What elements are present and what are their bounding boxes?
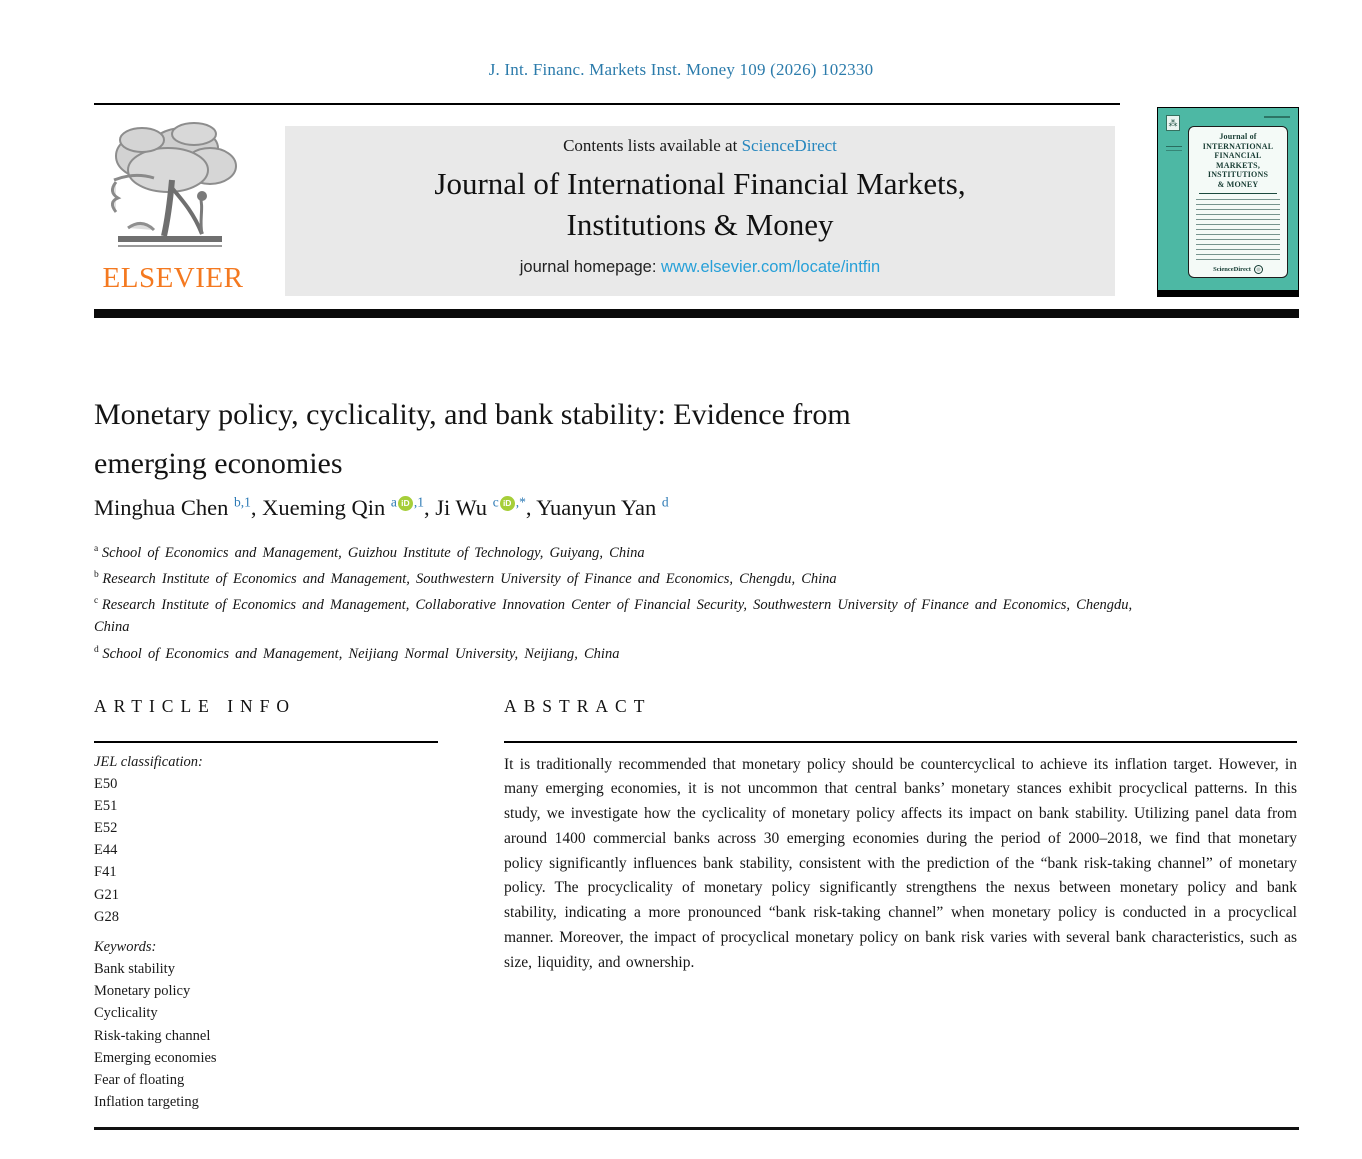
author (94, 495, 262, 520)
homepage-line (285, 258, 1115, 277)
affiliation-label: d (94, 644, 99, 655)
abstract-section (504, 696, 1297, 976)
jel-code: F41 (94, 864, 117, 881)
article-info-section (94, 696, 438, 1113)
cover-article-list (1196, 199, 1280, 263)
cover-sciencedirect-label: ScienceDirect (1213, 266, 1251, 273)
author-name: Yuanyun Yan (536, 494, 657, 520)
author-affiliation-superscript: d (661, 494, 669, 509)
globe-icon (1254, 265, 1263, 274)
keyword: Fear of floating (94, 1071, 185, 1088)
cover-title-line: FINANCIAL (1214, 151, 1262, 160)
author-separator: , (424, 494, 436, 520)
cover-sciencedirect (1193, 265, 1283, 274)
elsevier-wordmark: ELSEVIER (102, 262, 244, 294)
article-info-heading: ARTICLE INFO (94, 696, 297, 716)
jel-code: E44 (94, 842, 118, 859)
affiliation-text: School of Economics and Management, Guizhou Institute of Technology, Guiyang, China (101, 544, 645, 561)
affiliation (94, 639, 1144, 665)
author-name: Ji Wu (435, 494, 488, 520)
affiliation-label: a (94, 544, 99, 554)
keywords-label: Keywords: (94, 938, 157, 955)
author-line (94, 494, 1194, 521)
affiliation (94, 590, 1144, 638)
keyword: Emerging economies (94, 1049, 217, 1066)
cover-elsevier-mini-logo: ⁂ (1166, 115, 1180, 131)
keyword: Cyclicality (94, 1005, 158, 1022)
author-affiliation-superscript: a (390, 494, 397, 509)
journal-header-box (285, 126, 1115, 296)
cover-title-line: & MONEY (1217, 179, 1259, 189)
author (536, 495, 668, 520)
keyword: Inflation targeting (94, 1094, 199, 1111)
jel-label: JEL classification: (94, 753, 203, 770)
keywords (94, 958, 438, 1113)
article-title-line: emerging economies (94, 447, 343, 480)
journal-title-line: Institutions & Money (566, 207, 834, 242)
jel-code: G28 (94, 908, 119, 925)
homepage-prefix: journal homepage: (519, 258, 662, 276)
jel-code: G21 (94, 886, 119, 903)
cover-volume-placeholder (1166, 146, 1182, 151)
elsevier-logo (92, 118, 254, 295)
author-name: Minghua Chen (94, 494, 229, 520)
cover-title-line: INTERNATIONAL (1202, 141, 1274, 151)
author-note-superscript: ,* (515, 494, 526, 509)
cover-issn-placeholder (1264, 116, 1290, 118)
author (435, 495, 536, 520)
article-info-rule (94, 741, 438, 743)
affiliation (94, 564, 1144, 590)
keyword: Bank stability (94, 960, 175, 977)
keyword: Risk-taking channel (94, 1027, 211, 1044)
cover-divider (1199, 193, 1277, 194)
citation-link[interactable]: J. Int. Financ. Markets Inst. Money 109 (2026) 102330 (488, 60, 874, 79)
orcid-icon[interactable]: iD (500, 496, 515, 511)
article-title-line: Monetary policy, cyclicality, and bank stability: Evidence from (94, 398, 851, 431)
author (262, 495, 435, 520)
journal-cover-thumbnail[interactable] (1157, 107, 1299, 297)
contents-line (285, 136, 1115, 156)
top-rule (94, 103, 1120, 105)
jel-code: E52 (94, 819, 118, 836)
homepage-link[interactable]: www.elsevier.com/locate/intfin (661, 258, 881, 276)
cover-title-box (1188, 126, 1288, 278)
abstract-heading: ABSTRACT (504, 696, 652, 716)
abstract-rule (504, 741, 1297, 743)
jel-code: E51 (94, 797, 118, 814)
author-separator: , (525, 494, 537, 520)
affiliations (94, 538, 1144, 665)
affiliation-text: Research Institute of Economics and Management, Southwestern University of Finance and Economics, Chengdu, China (102, 570, 837, 587)
journal-title-line: Journal of International Financial Markets, (434, 166, 966, 201)
bottom-rule (94, 1127, 1299, 1130)
affiliation-label: b (94, 570, 99, 581)
author-note-superscript: ,1 (413, 494, 424, 509)
article-title (94, 390, 1104, 488)
affiliation (94, 538, 1144, 564)
cover-title-line: INSTITUTIONS (1207, 170, 1269, 179)
affiliation-label: c (94, 596, 99, 607)
cover-title-line: Journal of (1219, 132, 1257, 141)
journal-title (285, 163, 1115, 245)
affiliation-text: School of Economics and Management, Neijiang Normal University, Neijiang, China (102, 645, 620, 662)
jel-codes (94, 773, 438, 928)
jel-code: E50 (94, 775, 118, 792)
author-name: Xueming Qin (262, 494, 386, 520)
orcid-icon[interactable]: iD (398, 496, 413, 511)
contents-prefix: Contents lists available at (563, 136, 742, 155)
cover-title-line: MARKETS, (1215, 160, 1261, 170)
author-affiliation-superscript: b,1 (234, 494, 251, 509)
affiliation-text: Research Institute of Economics and Management, Collaborative Innovation Center of Financial Security, Southwestern University of Finance and Economics, Chengdu, China (94, 597, 1133, 636)
cover-journal-title (1193, 132, 1283, 189)
sciencedirect-link[interactable]: ScienceDirect (741, 136, 837, 155)
author-affiliation-superscript: c (492, 494, 499, 509)
header-divider-bar (94, 309, 1299, 318)
elsevier-tree-icon (92, 118, 254, 260)
keyword: Monetary policy (94, 983, 191, 1000)
author-separator: , (250, 494, 263, 520)
abstract-text: It is traditionally recommended that monetary policy should be countercyclical to achieve its inflation target. However, in many emerging economies, it is not uncommon that central banks’ monetary stances exhibit procyclical patterns. In this study, we investigate how the cyclicality of monetary policy affects its impact on bank stability. Utilizing panel data from around 1400 commercial banks across 30 emerging economies during the period of 2000–2018, we find that monetary policy significantly influences bank stability, consistent with the prediction of the “bank risk-taking channel” of monetary policy. The procyclicality of monetary policy significantly strengthens the nexus between monetary policy and bank stability, indicating a more pronounced “bank risk-taking channel” when monetary policy is conducted in a procyclical manner. Moreover, the impact of procyclical monetary policy on bank risk varies with several bank characteristics, such as size, liquidity, and ownership. (504, 755, 1297, 971)
